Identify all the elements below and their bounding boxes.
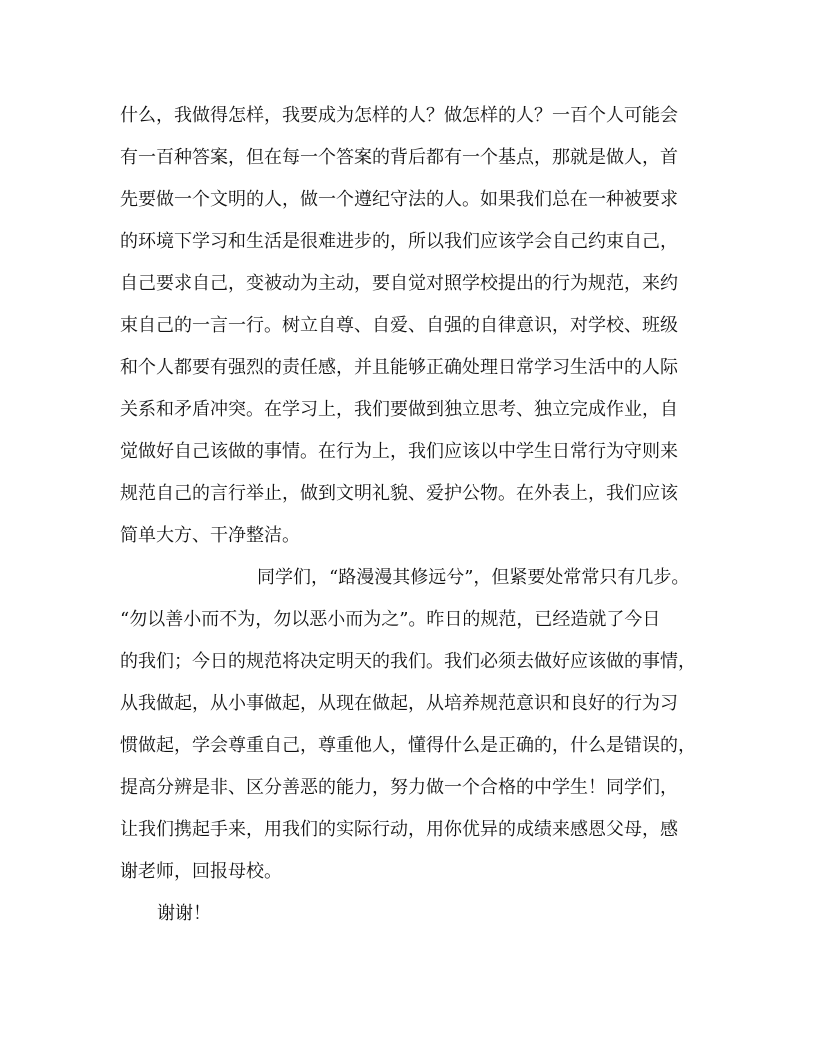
body-line: 简单大方、干净整洁。 xyxy=(120,525,300,546)
body-line: 惯做起，学会尊重自己，尊重他人，懂得什么是正确的，什么是错误的， xyxy=(120,735,696,756)
body-line: 从我做起，从小事做起，从现在做起，从培养规范意识和良好的行为习 xyxy=(120,693,678,714)
body-line: 同学们，“路漫漫其修远兮”，但紧要处常常只有几步。 xyxy=(257,567,690,588)
body-line: 觉做好自己该做的事情。在行为上，我们应该以中学生日常行为守则来 xyxy=(120,441,678,462)
body-line: 关系和矛盾冲突。在学习上，我们要做到独立思考、独立完成作业，自 xyxy=(120,399,678,420)
body-line: 让我们携起手来，用我们的实际行动，用你优异的成绩来感恩父母，感 xyxy=(120,819,678,840)
body-line: 先要做一个文明的人，做一个遵纪守法的人。如果我们总在一种被要求 xyxy=(120,189,678,210)
body-line: 的环境下学习和生活是很难进步的，所以我们应该学会自己约束自己， xyxy=(120,231,678,252)
body-line: 和个人都要有强烈的责任感，并且能够正确处理日常学习生活中的人际 xyxy=(120,357,678,378)
body-line: 规范自己的言行举止，做到文明礼貌、爱护公物。在外表上，我们应该 xyxy=(120,483,678,504)
body-line: 什么，我做得怎样，我要成为怎样的人？做怎样的人？一百个人可能会 xyxy=(120,105,678,126)
body-line: 谢老师，回报母校。 xyxy=(120,861,282,882)
body-line: “勿以善小而不为，勿以恶小而为之”。昨日的规范，已经造就了今日 xyxy=(120,609,661,630)
closing-text: 谢谢！ xyxy=(157,903,211,924)
body-line: 自己要求自己，变被动为主动，要自觉对照学校提出的行为规范，来约 xyxy=(120,273,678,294)
body-line: 有一百种答案，但在每一个答案的背后都有一个基点，那就是做人，首 xyxy=(120,147,678,168)
body-line: 提高分辨是非、区分善恶的能力，努力做一个合格的中学生！同学们， xyxy=(120,777,678,798)
body-line: 的我们；今日的规范将决定明天的我们。我们必须去做好应该做的事情， xyxy=(120,651,696,672)
body-line: 束自己的一言一行。树立自尊、自爱、自强的自律意识，对学校、班级 xyxy=(120,315,678,336)
